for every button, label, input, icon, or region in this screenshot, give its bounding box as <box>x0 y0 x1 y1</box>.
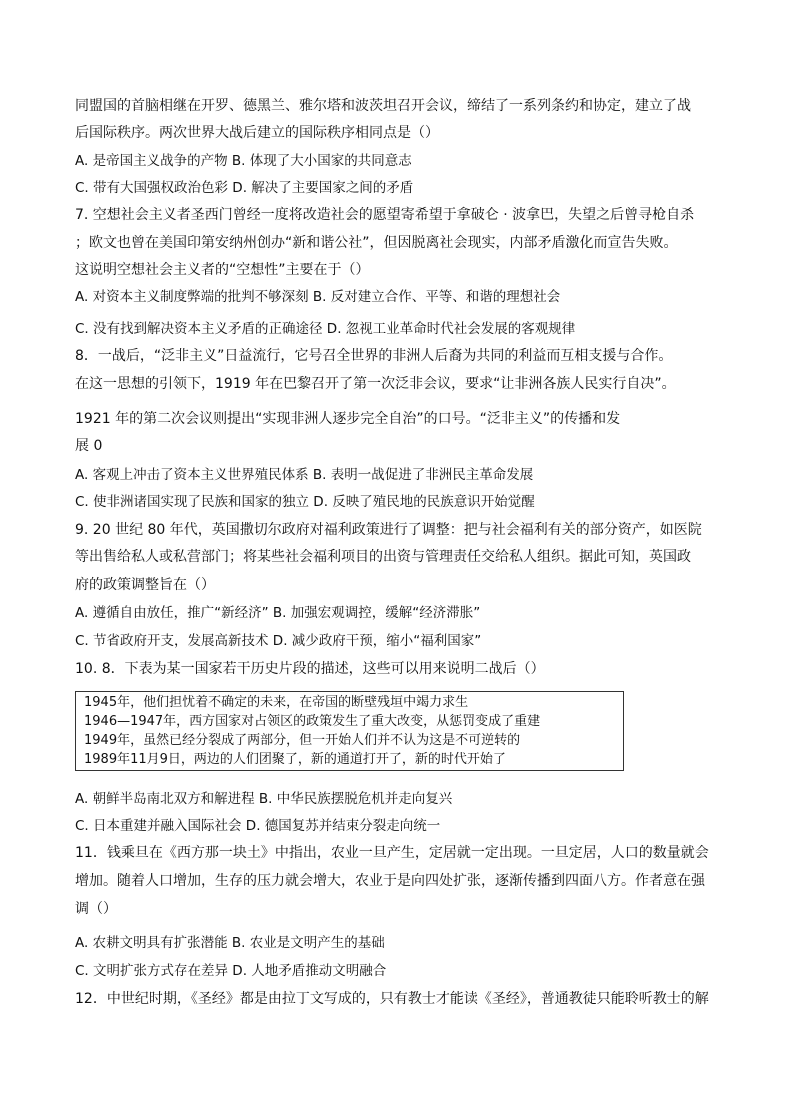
option-line: C. 日本重建并融入国际社会 D. 德国复苏并结束分裂走向统一 <box>75 818 441 834</box>
text-line: 展 0 <box>75 438 103 454</box>
text-line: 后国际秩序。两次世界大战后建立的国际秩序相同点是（） <box>75 125 439 141</box>
question-10: 10. 8．下表为某一国家若干历史片段的描述，这些可以用来说明二战后（） <box>75 661 545 677</box>
text-line: 增加。随着人口增加，生存的压力就会增大，农业于是向四处扩张，逐渐传播到四面八方。作者意在强 <box>75 873 705 889</box>
option-line: A. 客观上冲击了资本主义世界殖民体系 B. 表明一战促进了非洲民主革命发展 <box>75 467 534 483</box>
text-line: 府的政策调整旨在（） <box>75 577 215 593</box>
text-line: 这说明空想社会主义者的“空想性”主要在于（） <box>75 262 370 278</box>
option-line: C. 使非洲诸国实现了民族和国家的独立 D. 反映了殖民地的民族意识开始觉醒 <box>75 494 535 510</box>
table-row: 1945年，他们担忧着不确定的未来，在帝国的断壁残垣中竭力求生 <box>84 695 469 710</box>
text-line: ；欧文也曾在美国印第安纳州创办“新和谐公社”，但因脱离社会现实，内部矛盾激化而宣告失败。 <box>75 235 678 251</box>
option-line: A. 农耕文明具有扩张潜能 B. 农业是文明产生的基础 <box>75 935 385 951</box>
text-line: 等出售给私人或私营部门；将某些社会福利项目的出资与管理责任交给私人组织。据此可知，英国政 <box>75 549 691 565</box>
text-line: 在这一思想的引领下，1919 年在巴黎召开了第一次泛非会议，要求“让非洲各族人民实行自决”。 <box>75 376 676 392</box>
question-11: 11．钱乘旦在《西方那一块土》中指出，农业一旦产生，定居就一定出现。一旦定居，人口的数量就会 <box>75 845 709 861</box>
option-line: C. 带有大国强权政治色彩 D. 解决了主要国家之间的矛盾 <box>75 180 414 196</box>
question-7: 7. 空想社会主义者圣西门曾经一度将改造社会的愿望寄希望于拿破仑 · 波拿巴，失望之后曾寻枪自杀 <box>75 207 695 223</box>
option-line: A. 遵循自由放任，推广“新经济” B. 加强宏观调控，缓解“经济滞胀” <box>75 605 481 621</box>
option-line: C. 节省政府开支，发展高新技术 D. 减少政府干预，缩小“福利国家” <box>75 633 482 649</box>
option-line: C. 没有找到解决资本主义矛盾的正确途径 D. 忽视工业革命时代社会发展的客观规律 <box>75 321 576 337</box>
question-8: 8．一战后，“泛非主义”日益流行，它号召全世界的非洲人后裔为共同的利益而互相支援与合作。 <box>75 348 673 364</box>
table-row: 1949年，虽然已经分裂成了两部分，但一开始人们并不认为这是不可逆转的 <box>84 733 521 748</box>
option-line: A. 对资本主义制度弊端的批判不够深刻 B. 反对建立合作、平等、和谐的理想社会 <box>75 289 561 305</box>
option-line: A. 是帝国主义战争的产物 B. 体现了大小国家的共同意志 <box>75 153 412 169</box>
option-line: C. 文明扩张方式存在差异 D. 人地矛盾推动文明融合 <box>75 963 387 979</box>
text-line: 同盟国的首脑相继在开罗、德黑兰、雅尔塔和波茨坦召开会议，缔结了一系列条约和协定，建立了战 <box>75 98 691 114</box>
table-row: 1946—1947年，西方国家对占领区的政策发生了重大改变，从惩罚变成了重建 <box>84 714 541 729</box>
table-row: 1989年11月9日，两边的人们团聚了，新的通道打开了，新的时代开始了 <box>84 752 506 767</box>
text-line: 1921 年的第二次会议则提出“实现非洲人逐步完全自治”的口号。“泛非主义”的传播和发 <box>75 411 621 427</box>
question-9: 9. 20 世纪 80 年代，英国撒切尔政府对福利政策进行了调整：把与社会福利有关的部分资产，如医院 <box>75 522 702 538</box>
history-table <box>75 691 624 771</box>
text-line: 调（） <box>75 901 117 917</box>
option-line: A. 朝鲜半岛南北双方和解进程 B. 中华民族摆脱危机并走向复兴 <box>75 791 453 807</box>
question-12: 12．中世纪时期，《圣经》都是由拉丁文写成的，只有教士才能读《圣经》，普通教徒只能聆听教士的解 <box>75 991 709 1007</box>
